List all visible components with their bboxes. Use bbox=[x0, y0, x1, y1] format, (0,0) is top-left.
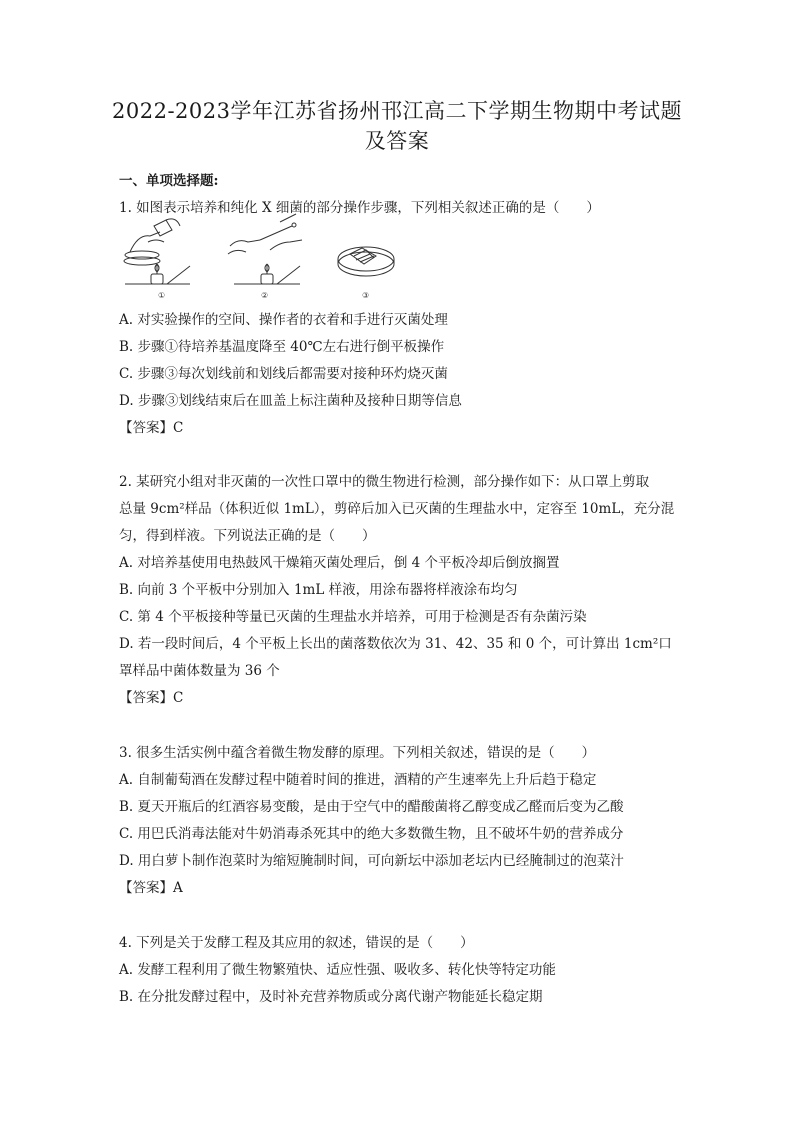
question-3-option-b: B. 夏天开瓶后的红酒容易变酸，是由于空气中的醋酸菌将乙醇变成乙醛而后变为乙酸 bbox=[119, 799, 624, 815]
question-2-option-b: B. 向前 3 个平板中分别加入 1mL 样液，用涂布器将样液涂布均匀 bbox=[119, 582, 518, 598]
question-3-option-c: C. 用巴氏消毒法能对牛奶消毒杀死其中的绝大多数微生物，且不破坏牛奶的营养成分 bbox=[119, 826, 624, 842]
question-1-option-b: B. 步骤①待培养基温度降至 40℃左右进行倒平板操作 bbox=[119, 339, 445, 355]
question-1-stem: 1. 如图表示培养和纯化 X 细菌的部分操作步骤，下列相关叙述正确的是（ ） bbox=[119, 200, 600, 216]
figure-label-3: ③ bbox=[362, 291, 370, 300]
question-4-stem: 4. 下列是关于发酵工程及其应用的叙述，错误的是（ ） bbox=[119, 935, 474, 951]
question-1-option-a: A. 对实验操作的空间、操作者的衣着和手进行灭菌处理 bbox=[119, 312, 448, 328]
question-2-answer: 【答案】C bbox=[119, 690, 184, 706]
step-2-flaming-loop-drawing bbox=[228, 214, 302, 284]
figure-label-1: ① bbox=[158, 291, 166, 300]
question-3-option-a: A. 自制葡萄酒在发酵过程中随着时间的推进，酒精的产生速率先上升后趋于稳定 bbox=[119, 772, 597, 788]
question-2-stem-line-1: 2. 某研究小组对非灭菌的一次性口罩中的微生物进行检测，部分操作如下：从口罩上剪取 bbox=[119, 474, 650, 490]
question-2-option-a: A. 对培养基使用电热鼓风干燥箱灭菌处理后，倒 4 个平板冷却后倒放搁置 bbox=[119, 555, 560, 571]
question-3-option-d: D. 用白萝卜制作泡菜时为缩短腌制时间，可向新坛中添加老坛内已经腌制过的泡菜汁 bbox=[119, 853, 624, 869]
document-title-line-2: 及答案 bbox=[364, 129, 430, 153]
step-1-pouring-plate-drawing bbox=[124, 219, 190, 284]
question-4-option-a: A. 发酵工程利用了微生物繁殖快、适应性强、吸收多、转化快等特定功能 bbox=[119, 962, 556, 978]
question-3-answer: 【答案】A bbox=[119, 880, 183, 896]
question-1-option-c: C. 步骤③每次划线前和划线后都需要对接种环灼烧灭菌 bbox=[119, 366, 448, 382]
figure-label-2: ② bbox=[261, 291, 269, 300]
question-2-stem-line-2: 总量 9cm²样品（体积近似 1mL），剪碎后加入已灭菌的生理盐水中，定容至 10mL，充分混 bbox=[119, 501, 675, 517]
step-3-streaked-petri-dish-drawing bbox=[338, 247, 394, 276]
question-4-option-b: B. 在分批发酵过程中，及时补充营养物质或分离代谢产物能延长稳定期 bbox=[119, 989, 543, 1005]
question-3-stem: 3. 很多生活实例中蕴含着微生物发酵的原理。下列相关叙述，错误的是（ ） bbox=[119, 745, 596, 761]
question-1-option-d: D. 步骤③划线结束后在皿盖上标注菌种及接种日期等信息 bbox=[119, 393, 462, 409]
document-title-line-1: 2022-2023学年江苏省扬州邗江高二下学期生物期中考试题 bbox=[112, 99, 682, 123]
question-2-option-c: C. 第 4 个平板接种等量已灭菌的生理盐水并培养，可用于检测是否有杂菌污染 bbox=[119, 609, 587, 625]
question-2-option-d: D. 若一段时间后，4 个平板上长出的菌落数依次为 31、42、35 和 0 个，可计算出 1cm²口 bbox=[119, 636, 672, 652]
question-2-stem-line-3: 匀，得到样液。下列说法正确的是（ ） bbox=[119, 528, 376, 544]
question-1-figure bbox=[120, 212, 400, 304]
section-heading: 一、单项选择题: bbox=[119, 173, 219, 189]
question-2-option-d-continued: 罩样品中菌体数量为 36 个 bbox=[119, 663, 280, 679]
question-1-answer: 【答案】C bbox=[119, 420, 184, 436]
